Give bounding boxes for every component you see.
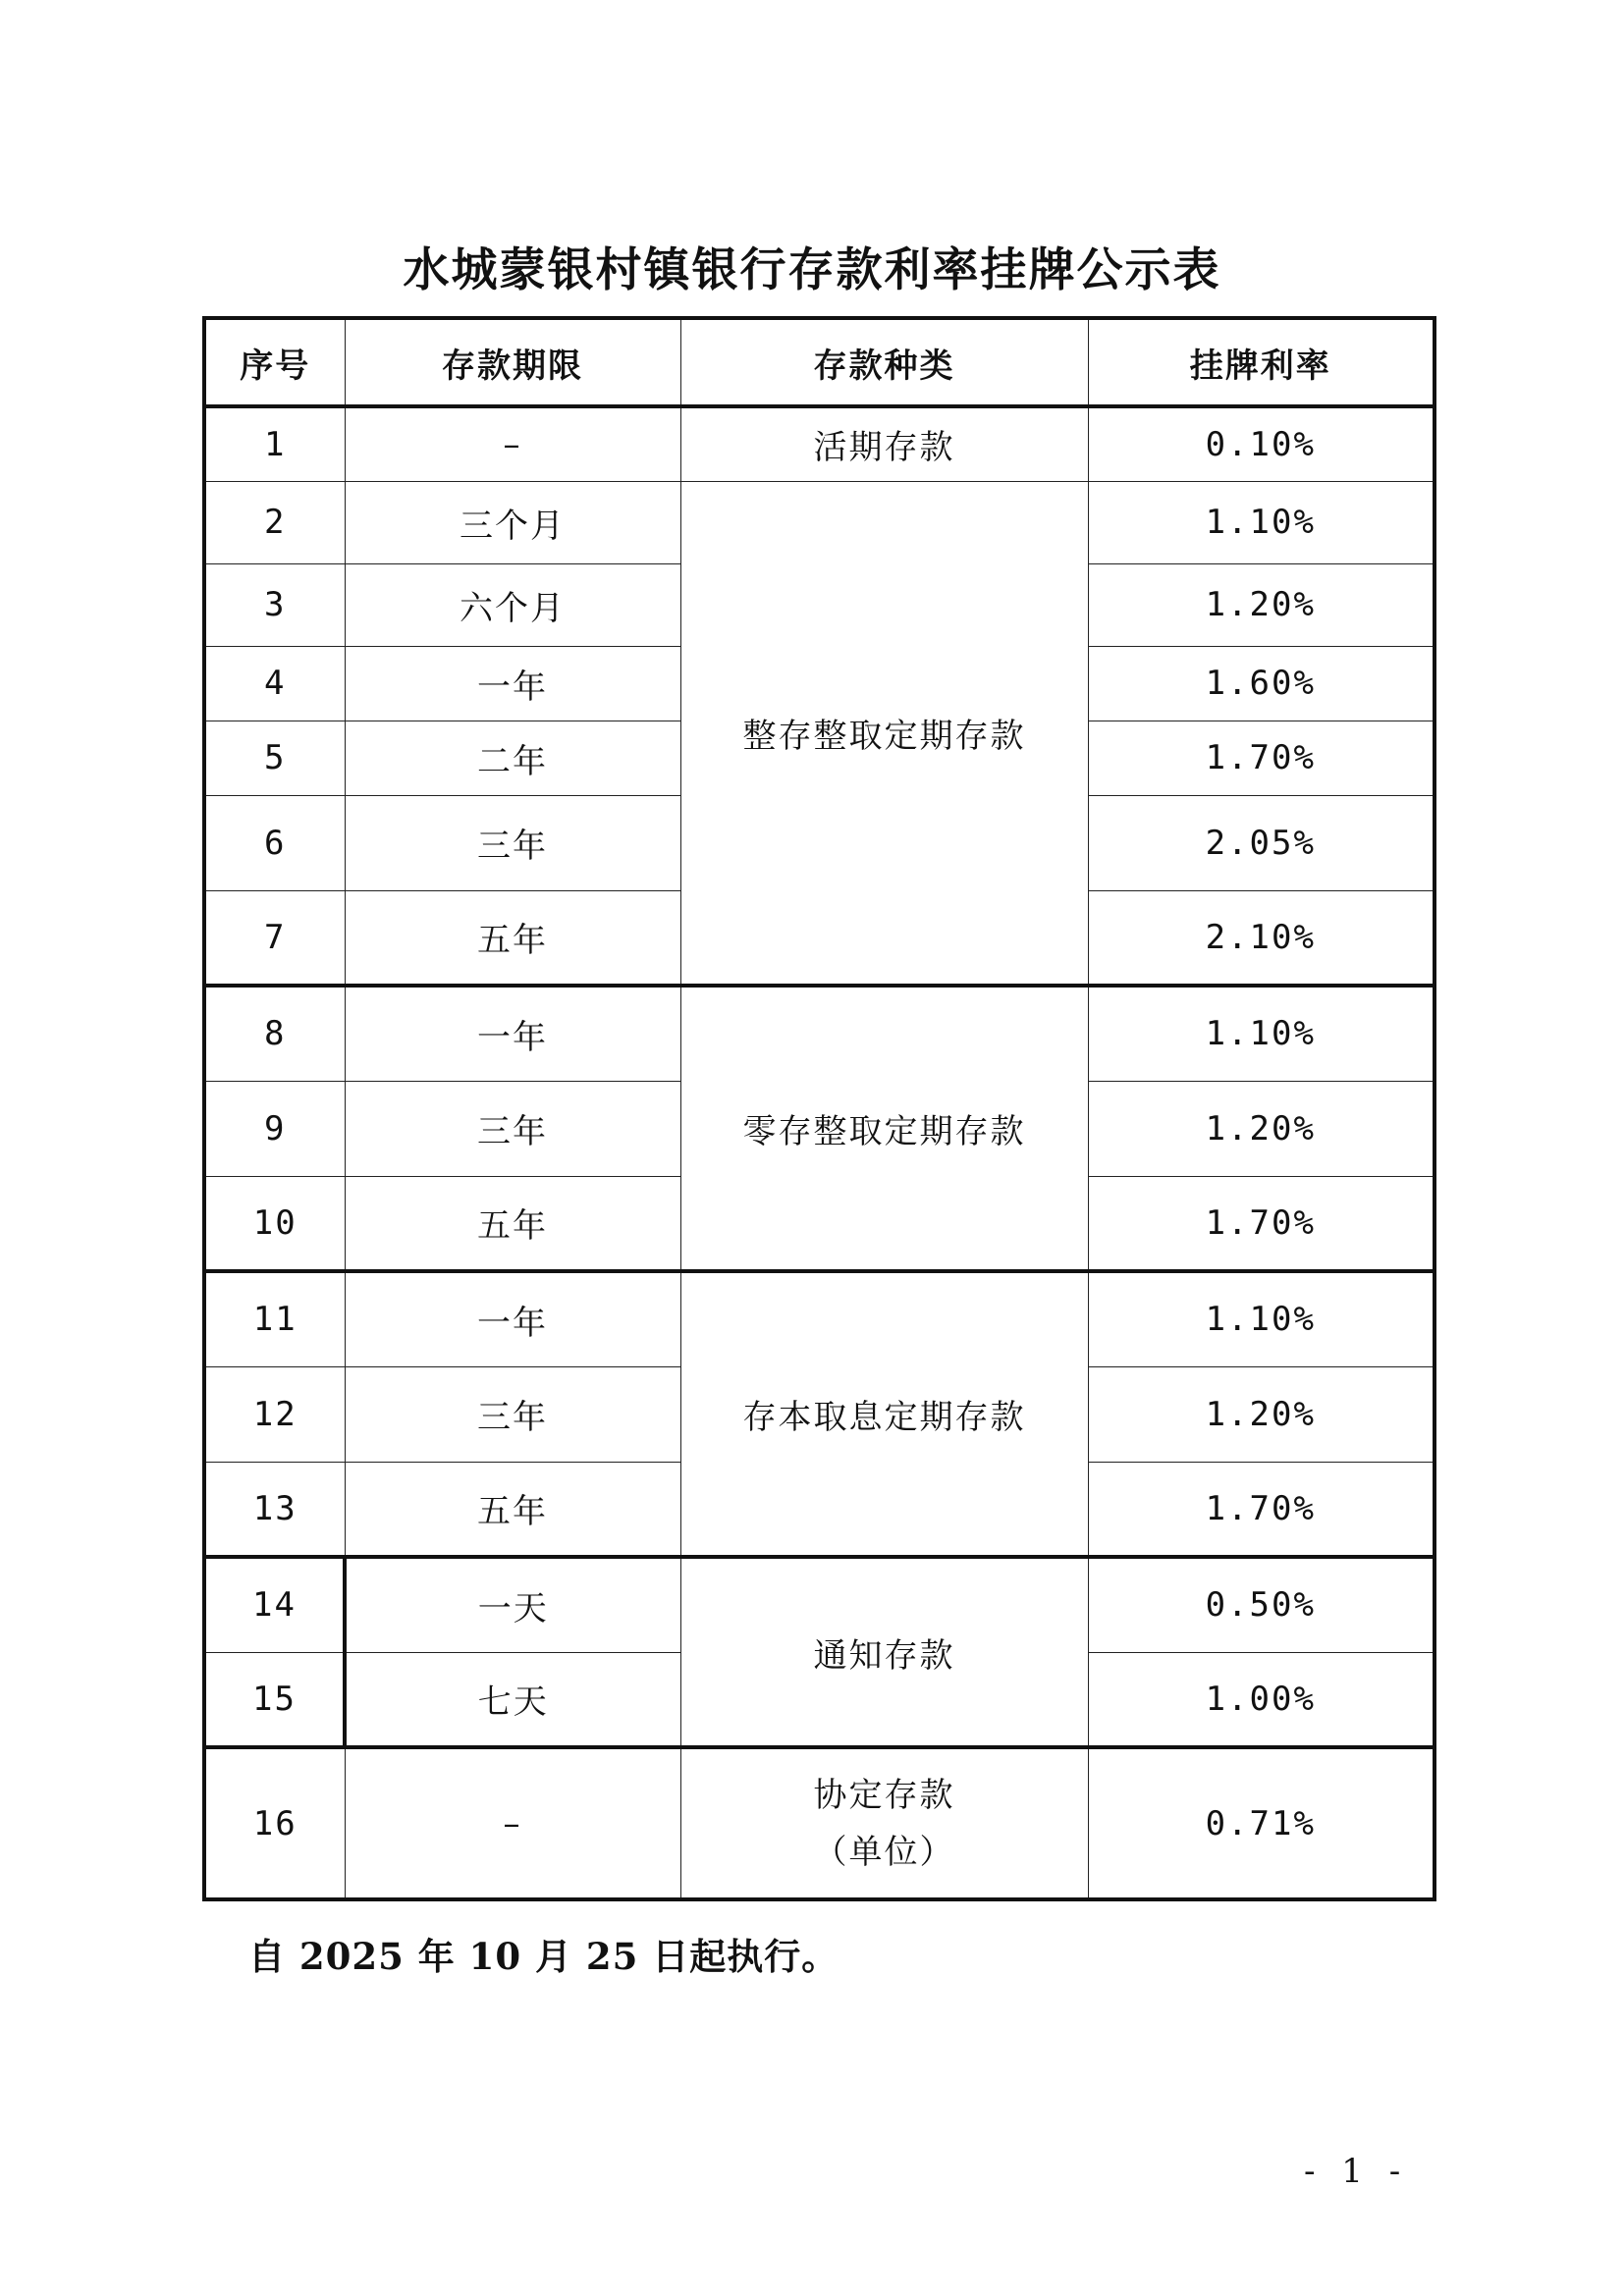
row-type: 整存整取定期存款 (680, 481, 1088, 986)
row-type: 零存整取定期存款 (680, 986, 1088, 1271)
row-rate: 1.20% (1088, 1081, 1435, 1176)
row-term: 六个月 (345, 563, 680, 646)
row-term: 三个月 (345, 481, 680, 563)
row-rate: 1.20% (1088, 1366, 1435, 1462)
row-no: 2 (204, 481, 345, 563)
row-no: 16 (204, 1747, 345, 1899)
row-rate: 0.50% (1088, 1557, 1435, 1652)
header-type: 存款种类 (680, 318, 1088, 406)
page-title: 水城蒙银村镇银行存款利率挂牌公示表 (403, 243, 1221, 297)
row-no: 15 (204, 1652, 345, 1747)
row-rate: 1.10% (1088, 481, 1435, 563)
table-row (204, 1557, 1435, 1652)
table-row (204, 481, 1435, 563)
row-no: 9 (204, 1081, 345, 1176)
row-type: 协定存款 (813, 1775, 955, 1815)
row-term: 五年 (345, 890, 680, 986)
row-type: 通知存款 (680, 1557, 1088, 1747)
table-row (204, 406, 1435, 481)
table-row (204, 1271, 1435, 1366)
row-rate: 1.20% (1088, 563, 1435, 646)
table-row (204, 986, 1435, 1081)
row-no: 13 (204, 1462, 345, 1557)
row-no: 1 (204, 406, 345, 481)
row-rate: 1.70% (1088, 721, 1435, 795)
row-no: 4 (204, 646, 345, 721)
header-no: 序号 (204, 318, 345, 406)
row-term: 五年 (345, 1462, 680, 1557)
row-term: 三年 (345, 795, 680, 890)
row-type-sub: （单位） (813, 1832, 955, 1872)
row-no: 14 (204, 1557, 345, 1652)
row-term: 一天 (345, 1557, 680, 1652)
row-rate: 0.71% (1088, 1747, 1435, 1899)
row-no: 5 (204, 721, 345, 795)
row-term: 一年 (345, 646, 680, 721)
row-no: 12 (204, 1366, 345, 1462)
row-term: 二年 (345, 721, 680, 795)
row-term: – (345, 406, 680, 481)
row-no: 6 (204, 795, 345, 890)
row-term: 一年 (345, 1271, 680, 1366)
row-term: 一年 (345, 986, 680, 1081)
row-no: 11 (204, 1271, 345, 1366)
row-rate: 1.10% (1088, 1271, 1435, 1366)
row-no: 3 (204, 563, 345, 646)
effective-date-note: 自 2025 年 10 月 25 日起执行。 (248, 1935, 839, 1978)
row-term: – (345, 1747, 680, 1899)
row-term: 五年 (345, 1176, 680, 1271)
page-number: - 1 - (1304, 2152, 1409, 2191)
row-term: 三年 (345, 1366, 680, 1462)
row-type-cell (680, 1747, 1088, 1899)
row-rate: 1.10% (1088, 986, 1435, 1081)
row-rate: 0.10% (1088, 406, 1435, 481)
header-rate: 挂牌利率 (1088, 318, 1435, 406)
rate-table (202, 316, 1436, 1901)
row-rate: 2.05% (1088, 795, 1435, 890)
row-no: 8 (204, 986, 345, 1081)
row-rate: 1.00% (1088, 1652, 1435, 1747)
row-type: 活期存款 (680, 406, 1088, 481)
row-rate: 1.70% (1088, 1176, 1435, 1271)
row-term: 三年 (345, 1081, 680, 1176)
row-rate: 1.70% (1088, 1462, 1435, 1557)
table-row (204, 1747, 1435, 1899)
row-no: 7 (204, 890, 345, 986)
table-header-row (204, 318, 1435, 406)
row-term: 七天 (345, 1652, 680, 1747)
row-type: 存本取息定期存款 (680, 1271, 1088, 1557)
row-rate: 1.60% (1088, 646, 1435, 721)
row-rate: 2.10% (1088, 890, 1435, 986)
row-no: 10 (204, 1176, 345, 1271)
header-term: 存款期限 (345, 318, 680, 406)
